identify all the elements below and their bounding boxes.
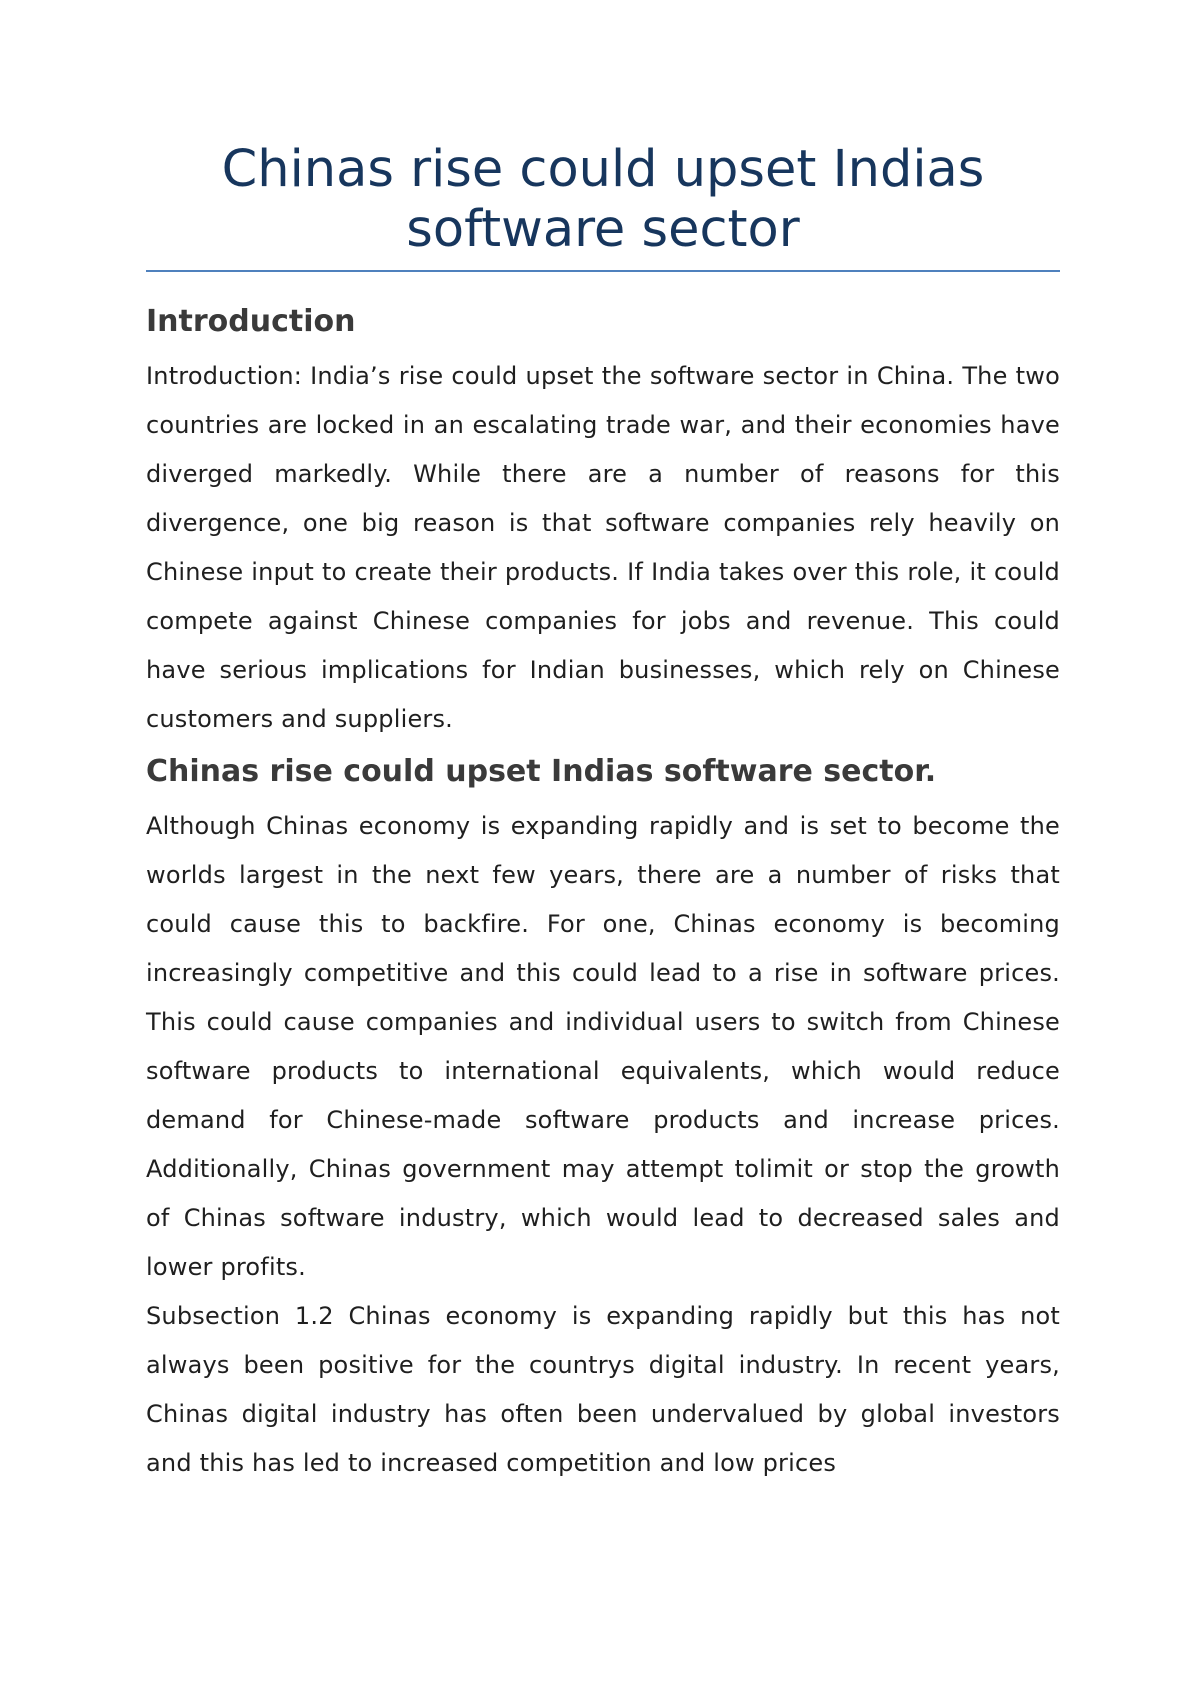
introduction-paragraph: Introduction: India’s rise could upset the software sector in China. The two countries are locked in an escalating trade war, and their economies have diverged markedly. While there are a number of reasons for this divergence, one big reason is that software companies rely heavily on Chinese input to create their products. If India takes over this role, it could compete against Chinese companies for jobs and revenue. This could have serious implications for Indian businesses, which rely on Chinese customers and suppliers. — [146, 362, 1060, 733]
title-divider — [146, 270, 1060, 272]
section-heading-introduction: Introduction — [146, 304, 356, 339]
body-paragraph: Although Chinas economy is expanding rapidly and is set to become the worlds largest in the next few years, there are a number of risks that could cause this to backfire. For one, Chinas economy is becoming increasingly competitive and this could lead to a rise in software prices. This could cause companies and individual users to switch from Chinese software products to international equivalents, which would reduce demand for Chinese-made software products and increase prices. Additionally, Chinas government may attempt tolimit or stop the growth of Chinas software industry, which would lead to decreased sales and lower profits. — [146, 812, 1060, 1281]
section-heading-chinas-rise: Chinas rise could upset Indias software sector. — [146, 754, 937, 789]
subsection-paragraph: Subsection 1.2 Chinas economy is expanding rapidly but this has not always been positive for the countrys digital industry. In recent years, Chinas digital industry has often been undervalued by global investors and this has led to increased competition and low prices — [146, 1302, 1060, 1477]
document-page — [146, 140, 1060, 1488]
document-title: Chinas rise could upset Indias software sector — [221, 140, 985, 259]
